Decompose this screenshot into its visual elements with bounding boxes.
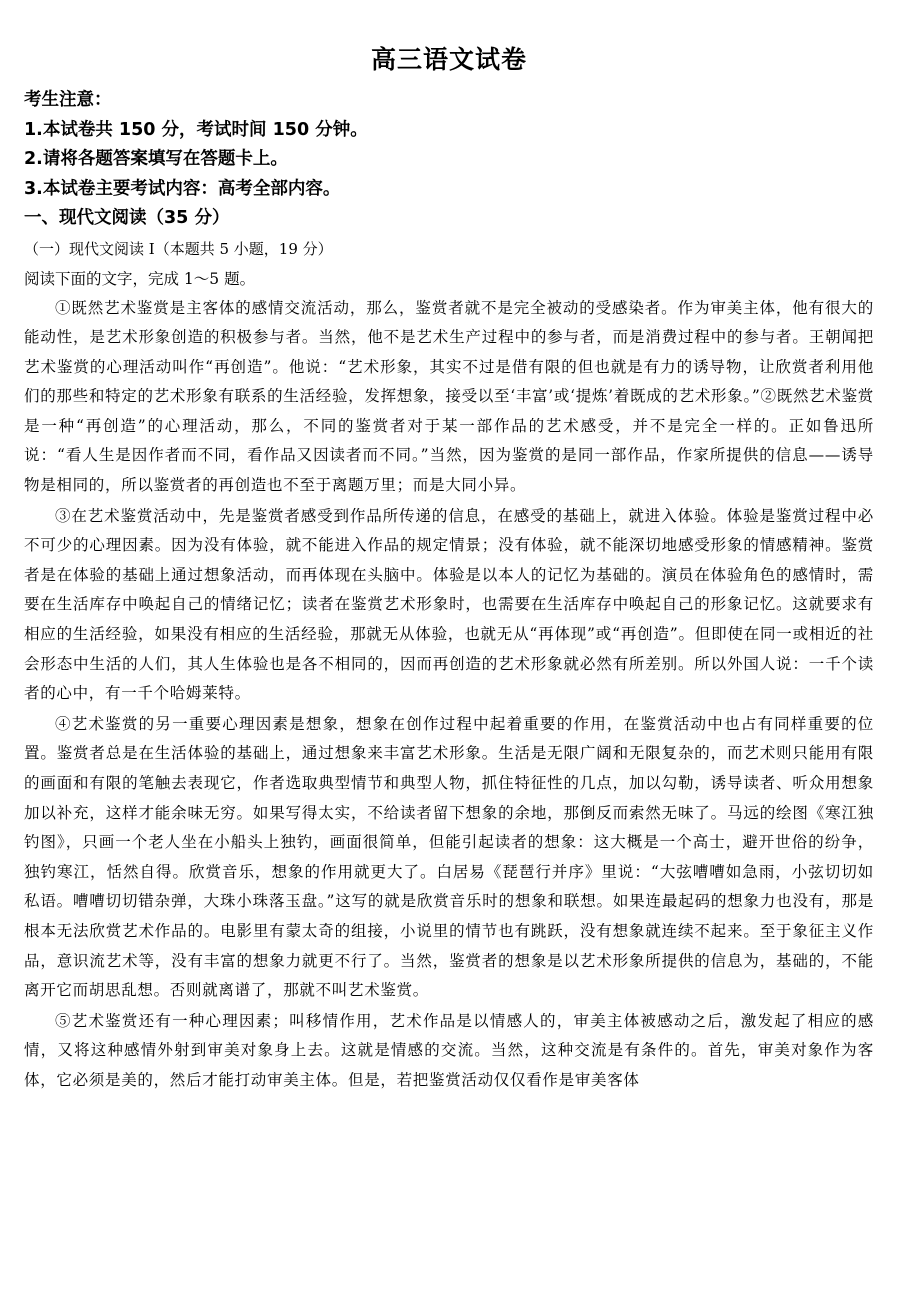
notice-item-1: 1.本试卷共 150 分，考试时间 150 分钟。	[24, 119, 368, 140]
reading-instruction: 阅读下面的文字，完成 1～5 题。	[24, 269, 256, 288]
exam-title: 高三语文试卷	[370, 45, 527, 74]
section-subheading: （一）现代文阅读 I（本题共 5 小题，19 分）	[24, 239, 333, 258]
passage-paragraph-4: ④艺术鉴赏的另一重要心理因素是想象，想象在创作过程中起着重要的作用，在鉴赏活动中也占有同样重要的位置。鉴赏者总是在生活体验的基础上，通过想象来丰富艺术形象。生活是无限广阔和无限复杂的，而艺术则只能用有限的画面和有限的笔触去表现它，作者选取典型情节和典型人物，抓住特征性的几点，加以勾勒，诱导读者、听众用想象加以补充，这样才能余味无穷。如果写得太实，不给读者留下想象的余地，那倒反而索然无味了。马远的绘图《寒江独钓图》，只画一个老人坐在小船头上独钓，画面很简单，但能引起读者的想象：这大概是一个高士，避开世俗的纷争，独钓寒江，恬然自得。欣赏音乐，想象的作用就更大了。白居易《琵琶行并序》里说：“大弦嘈嘈如急雨，小弦切切如私语。嘈嘈切切错杂弹，大珠小珠落玉盘。”这写的就是欣赏音乐时的想象和联想。如果连最起码的想象力也没有，那是根本无法欣赏艺术作品的。电影里有蒙太奇的组接，小说里的情节也有跳跃，没有想象就连续不起来。至于象征主义作品，意识流艺术等，没有丰富的想象力就更不行了。当然，鉴赏者的想象是以艺术形象所提供的信息为，基础的，不能离开它而胡思乱想。否则就离谱了，那就不叫艺术鉴赏。	[24, 714, 874, 1000]
notice-item-3: 3.本试卷主要考试内容：高考全部内容。	[24, 178, 341, 199]
passage-paragraph-3: ③在艺术鉴赏活动中，先是鉴赏者感受到作品所传递的信息，在感受的基础上，就进入体验。体验是鉴赏过程中必不可少的心理因素。因为没有体验，就不能进入作品的规定情景；没有体验，就不能深切地感受形象的情感精神。鉴赏者是在体验的基础上通过想象活动，而再体现在头脑中。体验是以本人的记忆为基础的。演员在体验角色的感情时，需要在生活库存中唤起自己的情绪记忆；读者在鉴赏艺术形象时，也需要在生活库存中唤起自己的形象记忆。这就要求有相应的生活经验，如果没有相应的生活经验，那就无从体验，也就无从“再体现”或“再创造”。但即使在同一或相近的社会形态中生活的人们，其人生体验也是各不相同的，因而再创造的艺术形象就必然有所差别。所以外国人说：一千个读者的心中，有一千个哈姆莱特。	[24, 506, 874, 703]
section-heading: 一、现代文阅读（35 分）	[24, 208, 230, 228]
passage-paragraph-1: ①既然艺术鉴赏是主客体的感情交流活动，那么，鉴赏者就不是完全被动的受感染者。作为审美主体，他有很大的能动性，是艺术形象创造的积极参与者。当然，他不是艺术生产过程中的参与者，而是消费过程中的参与者。王朝闻把艺术鉴赏的心理活动叫作“再创造”。他说：“艺术形象，其实不过是借有限的但也就是有力的诱导物，让欣赏者利用他们的那些和特定的艺术形象有联系的生活经验，发挥想象，接受以至‘丰富’或‘提炼’着既成的艺术形象。”②既然艺术鉴赏是一种“再创造”的心理活动，那么，不同的鉴赏者对于某一部作品的艺术感受，并不是完全一样的。正如鲁迅所说：“看人生是因作者而不同，看作品又因读者而不同。”当然，因为鉴赏的是同一部作品，作家所提供的信息——诱导物是相同的，所以鉴赏者的再创造也不至于离题万里；而是大同小异。	[24, 298, 874, 495]
notice-heading: 考生注意：	[24, 90, 112, 110]
notice-item-2: 2.请将各题答案填写在答题卡上。	[24, 149, 288, 169]
passage-paragraph-5: ⑤艺术鉴赏还有一种心理因素；叫移情作用，艺术作品是以情感人的，审美主体被感动之后，激发起了相应的感情，又将这种感情外射到审美对象身上去。这就是情感的交流。当然，这种交流是有条件的。首先，审美对象作为客体，它必须是美的，然后才能打动审美主体。但是，若把鉴赏活动仅仅看作是审美客体	[24, 1011, 874, 1089]
